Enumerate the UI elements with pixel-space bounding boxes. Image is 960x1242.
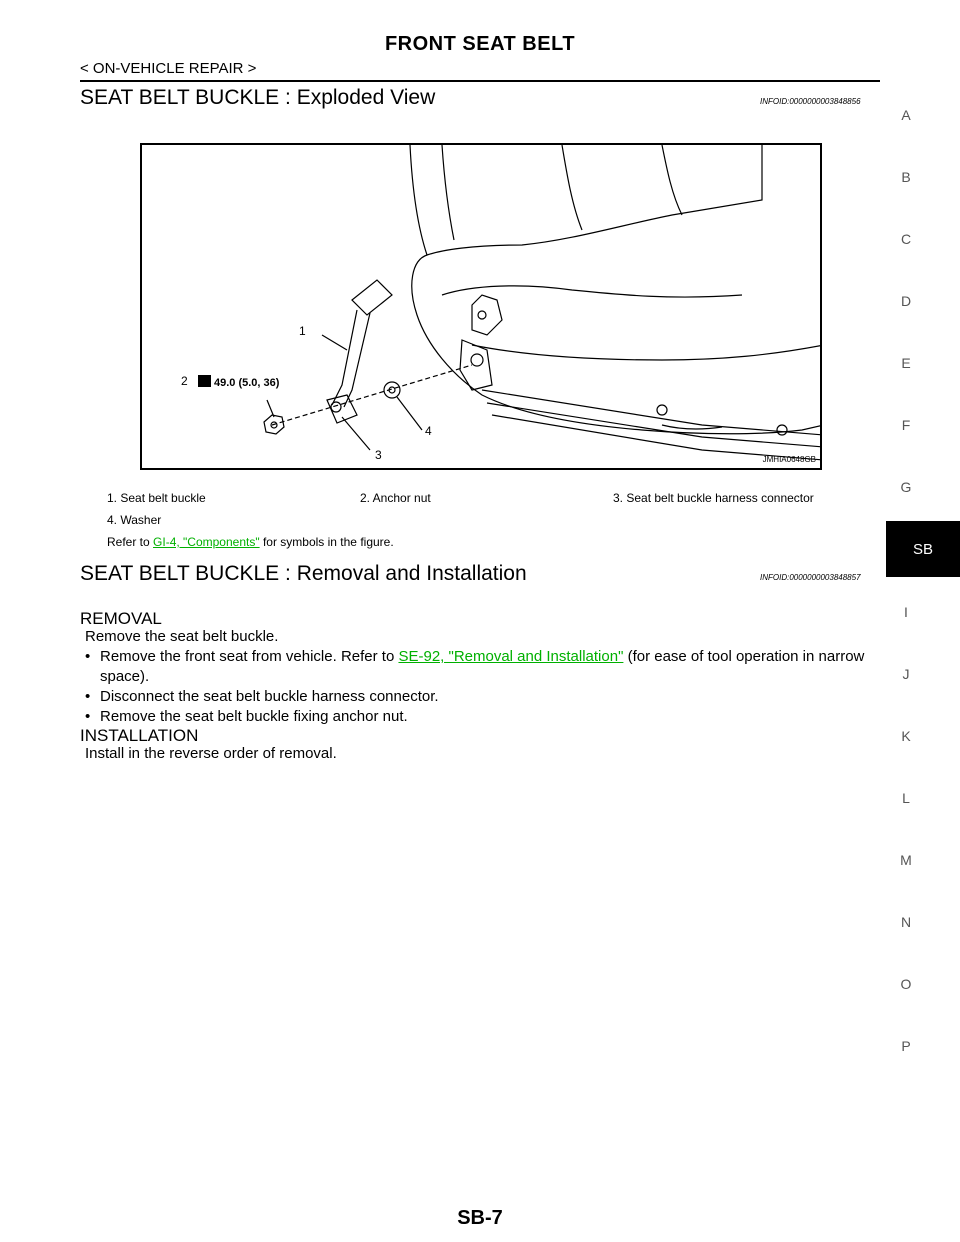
- figure-code: JMHIA0648GB: [762, 455, 816, 464]
- installation-text: Install in the reverse order of removal.: [85, 745, 337, 762]
- exploded-view-figure: [140, 143, 822, 470]
- side-tab-i[interactable]: I: [904, 604, 908, 620]
- side-tab-a[interactable]: A: [901, 107, 911, 123]
- page-header-title: FRONT SEAT BELT: [384, 33, 576, 55]
- legend-item-3: 3. Seat belt buckle harness connector: [613, 491, 814, 505]
- legend-item-2: 2. Anchor nut: [360, 491, 431, 505]
- exploded-view-title: SEAT BELT BUCKLE : Exploded View: [80, 86, 436, 109]
- side-tab-n[interactable]: N: [900, 914, 912, 930]
- step-1-suffix: (for ease of tool operation in narrow space).: [100, 648, 865, 685]
- seat-illustration: [142, 145, 822, 470]
- figure-reference: [107, 535, 394, 549]
- side-tab-k[interactable]: K: [901, 728, 911, 744]
- side-tab-j[interactable]: J: [902, 666, 910, 682]
- side-tab-d[interactable]: D: [900, 293, 912, 309]
- removal-installation-infoid: INFOID:0000000003848857: [760, 573, 861, 582]
- page-number: SB-7: [457, 1207, 503, 1229]
- removal-step-2: • Disconnect the seat belt buckle harness connector.: [85, 687, 880, 707]
- header-rule: [80, 80, 880, 82]
- exploded-view-infoid: INFOID:0000000003848856: [760, 97, 861, 106]
- removal-heading: REMOVAL: [80, 609, 162, 628]
- removal-step-3: • Remove the seat belt buckle fixing anchor nut.: [85, 707, 880, 727]
- callout-4: 4: [425, 424, 432, 438]
- components-link[interactable]: GI-4, "Components": [153, 535, 260, 549]
- legend-item-1: 1. Seat belt buckle: [107, 491, 206, 505]
- side-tab-sb-active[interactable]: SB: [886, 521, 960, 577]
- callout-2: 2: [181, 374, 188, 388]
- side-tab-l[interactable]: L: [902, 790, 910, 806]
- legend-item-4: 4. Washer: [107, 513, 162, 527]
- step-1-prefix: Remove the front seat from vehicle. Refer to: [100, 648, 399, 665]
- refer-prefix: Refer to: [107, 535, 154, 549]
- side-tab-c[interactable]: C: [900, 231, 912, 247]
- section-label: < ON-VEHICLE REPAIR >: [80, 60, 257, 77]
- callout-1: 1: [299, 324, 306, 338]
- side-tab-m[interactable]: M: [900, 852, 912, 868]
- side-tab-o[interactable]: O: [900, 976, 912, 992]
- side-tab-g[interactable]: G: [900, 479, 912, 495]
- side-tab-b[interactable]: B: [901, 169, 911, 185]
- torque-spec: 49.0 (5.0, 36): [214, 377, 280, 389]
- removal-installation-title: SEAT BELT BUCKLE : Removal and Installation: [80, 562, 527, 585]
- side-tab-e[interactable]: E: [901, 355, 911, 371]
- step-2-text: Disconnect the seat belt buckle harness connector.: [100, 688, 439, 705]
- seat-removal-link[interactable]: SE-92, "Removal and Installation": [398, 648, 624, 665]
- callout-3: 3: [375, 448, 382, 462]
- step-3-text: Remove the seat belt buckle fixing anchor nut.: [100, 708, 408, 725]
- side-tab-p[interactable]: P: [901, 1038, 911, 1054]
- removal-step-1: • Remove the front seat from vehicle. Refer to SE-92, "Removal and Installation" (for ease of tool operation in narrow space).: [85, 648, 865, 685]
- installation-heading: INSTALLATION: [80, 726, 199, 745]
- side-tab-f[interactable]: F: [901, 417, 911, 433]
- refer-suffix: for symbols in the figure.: [259, 535, 394, 549]
- removal-intro: Remove the seat belt buckle.: [85, 628, 279, 645]
